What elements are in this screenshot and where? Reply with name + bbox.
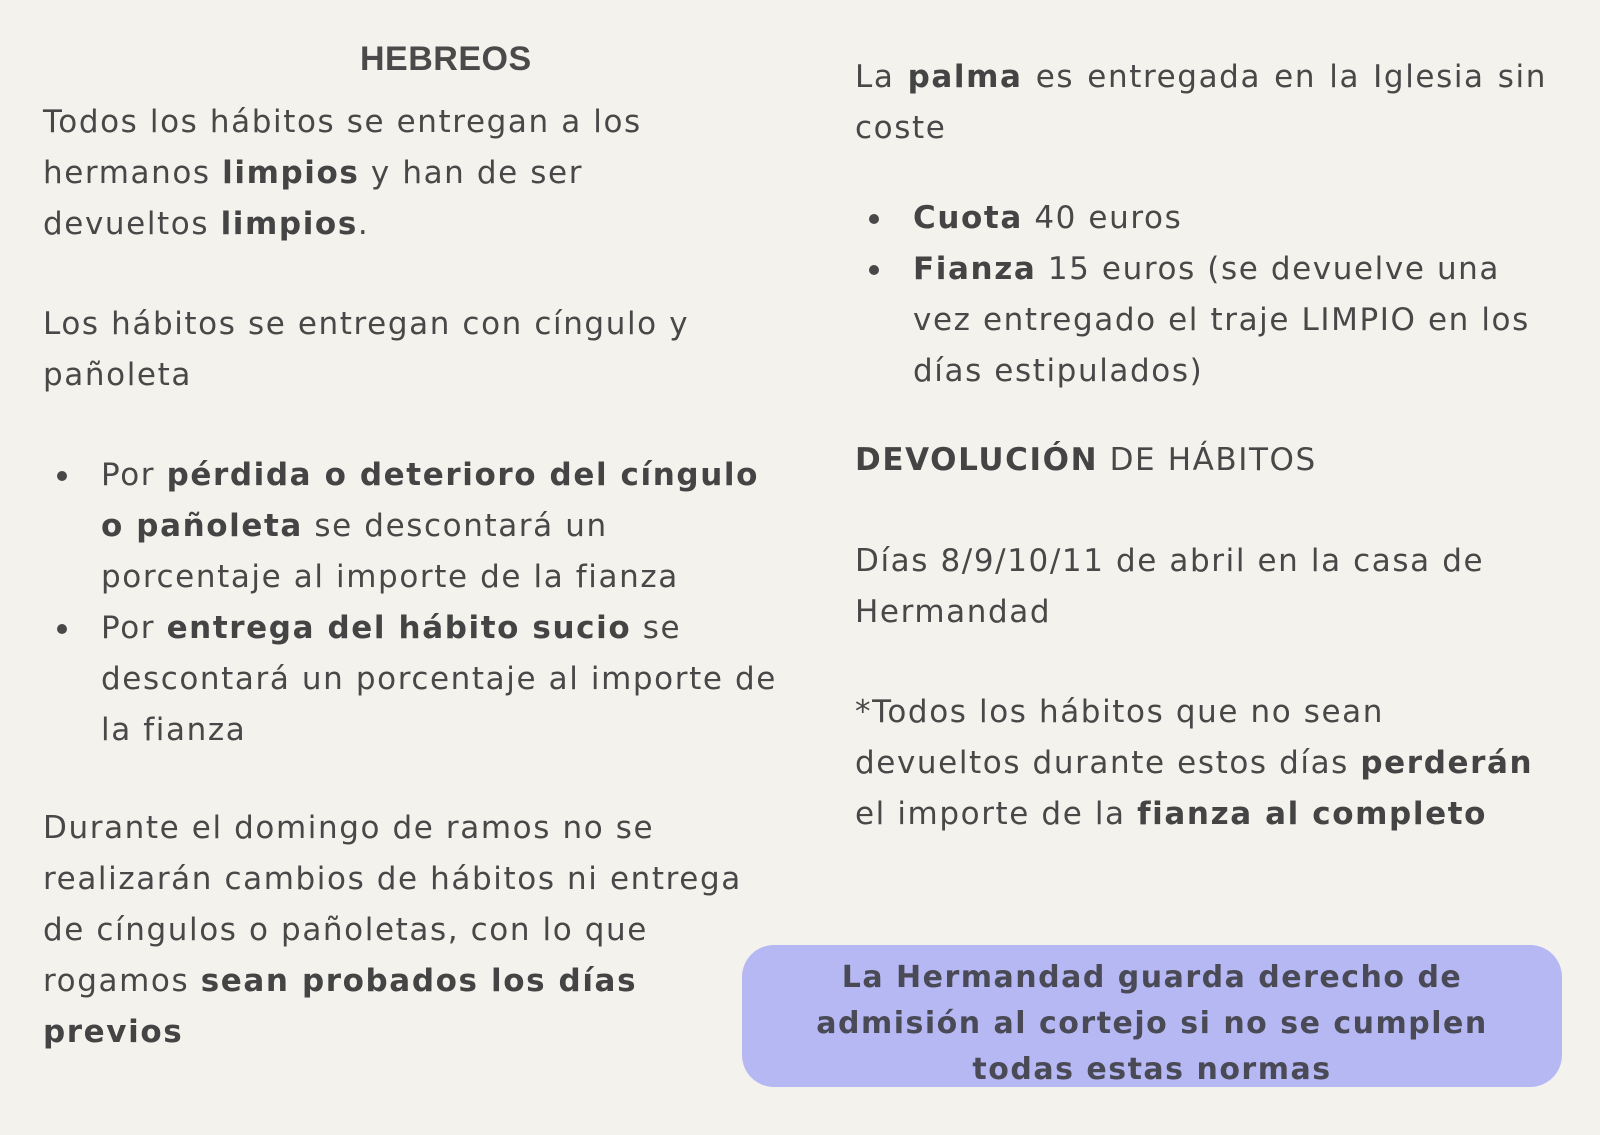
emphasis: sean probados los días previos bbox=[43, 963, 638, 1050]
text: . bbox=[357, 206, 370, 242]
section-title: HEBREOS bbox=[360, 40, 532, 78]
text: Todos los hábitos se entregan a los hermanos bbox=[43, 104, 642, 191]
emphasis: entrega del hábito sucio bbox=[166, 610, 632, 646]
text: y han de ser devueltos bbox=[43, 155, 584, 242]
list-item bbox=[43, 603, 783, 756]
palm-paragraph bbox=[855, 52, 1547, 154]
emphasis: Fianza bbox=[913, 251, 1037, 287]
text: Por bbox=[101, 610, 167, 646]
text: Por bbox=[101, 457, 167, 493]
return-heading bbox=[855, 435, 1555, 486]
list-item bbox=[43, 450, 783, 603]
list-item bbox=[855, 244, 1555, 397]
bullet-icon bbox=[57, 624, 67, 634]
bullet-icon bbox=[869, 265, 879, 275]
emphasis: limpios bbox=[222, 155, 360, 191]
text: 40 euros bbox=[1022, 200, 1183, 236]
penalty-list bbox=[43, 450, 783, 756]
text: el importe de la bbox=[855, 796, 1138, 832]
text: es entregada en la Iglesia sin coste bbox=[855, 59, 1548, 146]
list-item bbox=[855, 193, 1555, 244]
emphasis: Cuota bbox=[913, 200, 1023, 236]
return-dates-paragraph: Días 8/9/10/11 de abril en la casa de Hermandad bbox=[855, 543, 1485, 630]
palm-sunday-paragraph bbox=[43, 803, 743, 1058]
admission-notice-banner: La Hermandad guarda derecho de admisión al cortejo si no se cumplen todas estas normas bbox=[742, 945, 1562, 1087]
forfeit-paragraph bbox=[855, 687, 1545, 840]
text: *Todos los hábitos que no sean devueltos durante estos días bbox=[855, 694, 1385, 781]
emphasis: limpios bbox=[220, 206, 358, 242]
text: DE HÁBITOS bbox=[1098, 442, 1317, 478]
text: se descontará un porcentaje al importe de la fianza bbox=[101, 610, 777, 748]
bullet-icon bbox=[57, 471, 67, 481]
habits-clean-paragraph bbox=[43, 97, 753, 250]
emphasis: perderán bbox=[1360, 745, 1534, 781]
text: La bbox=[855, 59, 908, 95]
habits-includes-paragraph: Los hábitos se entregan con cíngulo y pañoleta bbox=[43, 306, 690, 393]
emphasis: fianza al completo bbox=[1137, 796, 1488, 832]
text: 15 euros (se devuelve una vez entregado el traje LIMPIO en los días estipulados) bbox=[913, 251, 1530, 389]
text: se descontará un porcentaje al importe de la fianza bbox=[101, 508, 679, 595]
bullet-icon bbox=[869, 214, 879, 224]
text: Durante el domingo de ramos no se realizarán cambios de hábitos ni entrega de cíngulos o pañoletas, con lo que rogamos bbox=[43, 810, 742, 999]
emphasis: palma bbox=[907, 59, 1023, 95]
emphasis: pérdida o deterioro del cíngulo o pañoleta bbox=[101, 457, 760, 544]
emphasis: DEVOLUCIÓN bbox=[855, 442, 1099, 478]
fees-list bbox=[855, 193, 1555, 397]
